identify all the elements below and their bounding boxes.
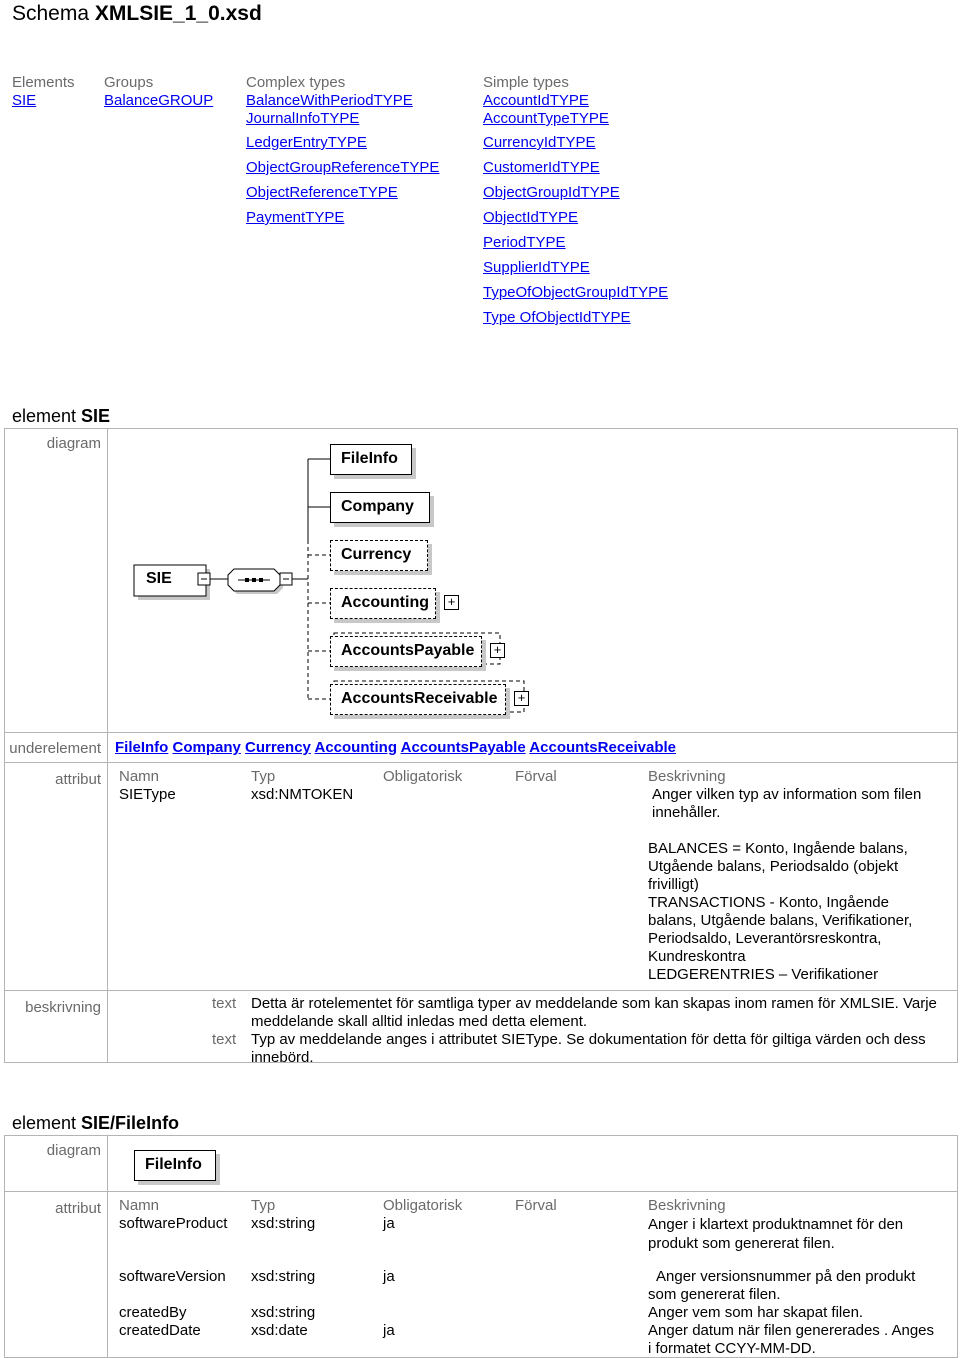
attr-description [648,786,938,984]
col-header-namn: Namn [119,1197,160,1214]
fileinfo-diagram-cell [108,1136,958,1192]
col-header-obligatorisk: Obligatorisk [383,768,463,785]
col-header-typ: Typ [251,768,276,785]
groups-column [104,74,213,110]
simple-type-link[interactable]: TypeOfObjectGroupIdTYPE [483,284,669,301]
simple-type-link[interactable]: Type OfObjectIdTYPE [483,309,631,326]
complex-type-link[interactable]: ObjectReferenceTYPE [246,184,398,201]
sie-root-label: SIE [146,570,172,587]
attr-required: ja [383,1215,395,1232]
sie-doc-table [4,428,958,1066]
complex-types-header: Complex types [246,74,346,91]
attr-desc-2: BALANCES = Konto, Ingående balans, Utgående balans, Periodsaldo (objekt frivilligt) [648,840,908,893]
section-heading-sie [12,406,110,427]
simple-type-link[interactable]: AccountTypeTYPE [483,110,609,127]
description-text-2: Typ av meddelande anges i attributet SIEType. Se dokumentation för detta för giltiga värden och dess innebörd. [251,1031,926,1066]
sie-description [108,991,958,1066]
simple-type-link[interactable]: AccountIdTYPE [483,92,589,109]
attr-name: createdDate [119,1322,201,1339]
simple-type-link[interactable]: PeriodTYPE [483,234,566,251]
attr-type: xsd:string [251,1215,316,1232]
col-header-forval: Förval [515,1197,557,1214]
attr-name: createdBy [119,1304,187,1321]
diagram-node-accounting[interactable]: Accounting [330,588,436,619]
underelement-link[interactable]: Company [172,739,241,756]
attribut-label: attribut [5,1192,108,1358]
underelement-link[interactable]: Currency [245,739,311,756]
attr-description: Anger versionsnummer på den produkt som genererat filen. [648,1268,916,1303]
sie-attributes [108,763,958,991]
attr-required: ja [383,1268,395,1285]
section-heading-fileinfo [12,1113,179,1134]
complex-types-column [246,74,439,227]
underelement-link[interactable]: AccountsPayable [400,739,526,756]
fileinfo-doc-table [4,1135,958,1358]
page-title [12,2,262,26]
attr-required: ja [383,1322,395,1339]
attr-description: Anger datum när filen genererades . Anges i formatet CCYY-MM-DD. [648,1322,935,1357]
col-header-obligatorisk: Obligatorisk [383,1197,463,1214]
expand-icon[interactable]: + [514,691,529,706]
diagram-node-fileinfo[interactable]: FileInfo [330,444,412,475]
attr-type: xsd:date [251,1322,308,1339]
element-link[interactable]: SIE [12,92,37,109]
expand-icon[interactable]: + [444,595,459,610]
description-text-1: Detta är rotelementet för samtliga typer av meddelande som kan skapas inom ramen för XMLSIE. Varje meddelande skall alltid inledas med detta element. [251,995,937,1030]
col-header-namn: Namn [119,768,160,785]
group-link[interactable]: BalanceGROUP [104,92,214,109]
text-label: text [212,1031,237,1048]
attr-type: xsd:NMTOKEN [251,786,354,803]
diagram-node-company[interactable]: Company [330,492,430,523]
attr-type: xsd:string [251,1268,316,1285]
elements-header: Elements [12,74,75,91]
col-header-typ: Typ [251,1197,276,1214]
complex-type-link[interactable]: BalanceWithPeriodTYPE [246,92,413,109]
attr-type: xsd:string [251,1304,316,1321]
complex-type-link[interactable]: ObjectGroupReferenceTYPE [246,159,440,176]
heading-name: SIE [81,406,111,426]
attr-desc-1: Anger vilken typ av information som filen innehåller. [652,786,922,821]
underelement-links [108,733,958,763]
attr-name: SIEType [119,786,176,803]
text-label: text [212,995,237,1012]
groups-header: Groups [104,74,154,91]
title-schema-name: XMLSIE_1_0.xsd [94,2,262,25]
underelement-link[interactable]: AccountsReceivable [529,739,677,756]
underelement-link[interactable]: Accounting [314,739,397,756]
diagram-node-fileinfo[interactable]: FileInfo [134,1150,216,1181]
diagram-node-accountspayable[interactable]: AccountsPayable [330,636,482,667]
diagram-node-accountsreceivable[interactable]: AccountsReceivable [330,684,506,715]
attr-description: Anger vem som har skapat filen. [648,1304,864,1321]
simple-types-header: Simple types [483,74,569,91]
attr-name: softwareProduct [119,1215,228,1232]
fileinfo-attributes [108,1192,958,1358]
sie-diagram-cell [108,429,958,733]
attribut-label: attribut [5,763,108,991]
complex-type-link[interactable]: LedgerEntryTYPE [246,134,367,151]
expand-icon[interactable]: + [490,643,505,658]
simple-type-link[interactable]: CurrencyIdTYPE [483,134,596,151]
diagram-label: diagram [5,429,108,733]
diagram-label: diagram [5,1136,108,1192]
diagram-node-currency[interactable]: Currency [330,540,428,571]
complex-type-link[interactable]: JournalInfoTYPE [246,110,360,127]
simple-type-link[interactable]: CustomerIdTYPE [483,159,600,176]
col-header-beskrivning: Beskrivning [648,768,726,785]
underelement-label: underelement [5,733,108,763]
simple-type-link[interactable]: SupplierIdTYPE [483,259,590,276]
col-header-beskrivning: Beskrivning [648,1197,726,1214]
attr-desc-3: TRANSACTIONS - Konto, Ingående balans, Utgående balans, Verifikationer, Periodsaldo, Leverantörsreskontra, Kundreskontra [648,894,913,965]
heading-name: SIE/FileInfo [81,1113,180,1133]
attr-description: Anger i klartext produktnamnet för den produkt som genererat filen. [648,1216,904,1252]
attr-name: softwareVersion [119,1268,226,1285]
heading-prefix: element [12,406,82,426]
attr-desc-4: LEDGERENTRIES – Verifikationer [648,966,879,983]
underelement-link[interactable]: FileInfo [115,739,169,756]
beskrivning-label: beskrivning [5,991,108,1063]
simple-type-link[interactable]: ObjectIdTYPE [483,209,579,226]
simple-types-column [483,74,668,327]
simple-type-link[interactable]: ObjectGroupIdTYPE [483,184,620,201]
title-prefix: Schema [12,2,95,25]
complex-type-link[interactable]: PaymentTYPE [246,209,345,226]
heading-prefix: element [12,1113,82,1133]
col-header-forval: Förval [515,768,557,785]
elements-column [12,74,75,110]
